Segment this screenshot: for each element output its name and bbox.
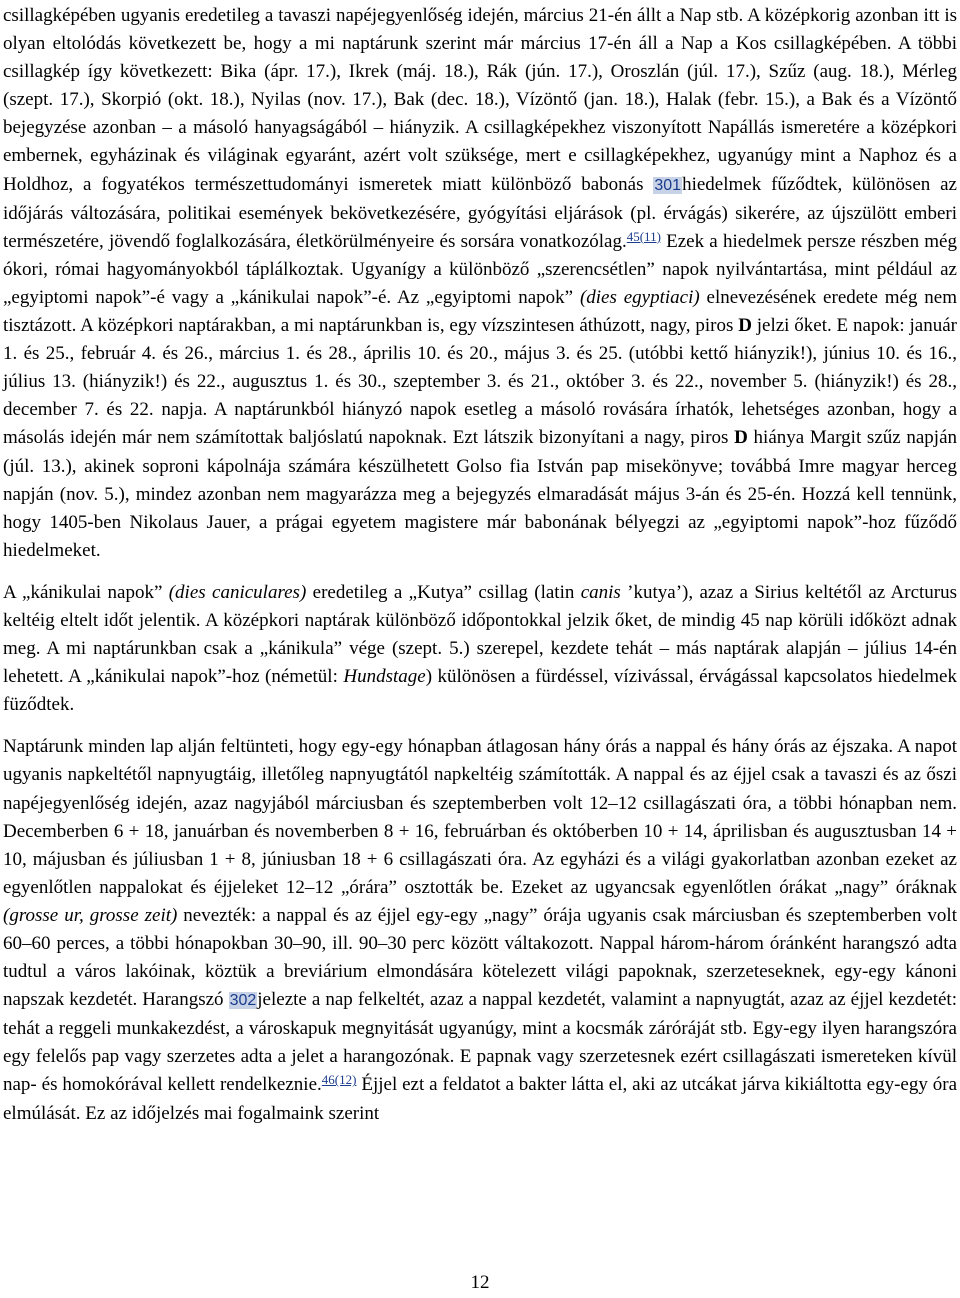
paragraph-day-and-night-hours <box>3 733 957 1127</box>
document-page <box>3 2 957 1128</box>
text-run: elnevezésének eredete még nem tisztázott. A középkori naptárakban, a mi naptárunkban is, egy vízszintesen áthúzott, nagy, piros <box>3 286 957 337</box>
text-run: A „kánikulai napok” <box>3 581 169 603</box>
text-run: hiedelmek fűződtek, különösen az időjárás változására, politikai események bekövetkezésére, gyógyítási eljárások (pl. érvágás) sikerére, az újszülött emberi természetére, jövendő foglalkozására, életkörülményeire és sorsára vonatkozólag. <box>3 173 957 252</box>
text-run: Éjjel ezt a feldatot a bakter látta el, aki az utcákat járva kikiáltotta egy-egy óra elmúlását. Ez az időjelzés mai fogalmaink szerint <box>3 1074 958 1124</box>
paragraph-zodiac-and-egyptian-days <box>3 2 957 565</box>
text-run: csillagképében ugyanis eredetileg a tavaszi napéjegyenlőség idején, március 21-én állt a Nap stb. A középkorig azonban itt is olyan eltolódás következett be, hogy a mi naptárunk szerint már március 17-én áll a Nap a Kos csillagképében. A többi csillagkép így következett: Bika (ápr. 17.), Ikrek (máj. 18.), Rák (jún. 17.), Oroszlán (júl. 17.), Szűz (aug. 18.), Mérleg (szept. 17.), Skorpió (okt. 18.), Nyilas (nov. 17.), Bak (dec. 18.), Vízöntő (jan. 18.), Halak (febr. 15.), a Bak és a Vízöntő bejegyzése azonban – a másoló hanyagságából – hiányzik. A csillagképekhez viszonyított Napállás ismeretére a középkori embernek, egyházinak és világinak egyaránt, azért volt szüksége, mert e csillagképekhez, ugyanúgy mint a Naphoz és a Holdhoz, a fogyatékos természettudományi ismeretek miatt különböző babonás <box>3 5 957 195</box>
text-run: eredetileg a „Kutya” csillag (latin <box>306 581 581 603</box>
page-marker-302[interactable]: 302 <box>229 992 257 1010</box>
page-marker-301[interactable]: 301 <box>654 176 682 194</box>
footnote-link-45[interactable]: 45(11) <box>626 228 661 244</box>
text-run: jelezte a nap felkeltét, azaz a nappal kezdetét, valamint a napnyugtát, azaz az éjjel kezdetét: tehát a reggeli munkakezdést, a városkapuk megnyitását ugyanúgy, mint a kocsmák záróráját stb. Egy-egy ilyen harangszóra egy felelős pap vagy szerzetes adta a jelet a harangozónak. E papnak vagy szerzetesnek ezért csillagászati ismereteken kívül nap- és homokórával kellett rendelkeznie. <box>3 989 957 1096</box>
italic-term: Hundstage <box>343 666 426 688</box>
text-run: jelzi őket. E napok: január 1. és 25., február 4. és 26., március 1. és 28., április 10. és 20., május 3. és 25. (utóbbi kettő hiányzik!), június 10. és 16., július 13. (hiányzik!) és 22., augusztus 1. és 30., szeptember 3. és 21., október 3. és 22., november 5. (hiányzik!) és 28., december 7. és 22. napja. A naptárunkból hiányzó napok esetleg a másoló rovására írhatók, lehetséges azonban, hogy a másolás idején már nem számítottak baljóslatú napoknak. Ezt látszik bizonyítani a nagy, piros <box>3 315 957 449</box>
text-run: nevezték: a nappal és az éjjel egy-egy „nagy” órája ugyanis csak márciusban és szeptemberben volt 60–60 perces, a többi hónapokban 30–90, ill. 90–30 perc között váltakozott. Nappal három-három óránként harangszó adta tudtul a város lakóinak, köztük a breviárium elmondására kötelezett világi papoknak, szerzeteseknek, egy-egy kánoni napszak kezdetét. Harangszó <box>3 904 957 1011</box>
text-run: ’kutya’), azaz a Sirius keltétől az Arcturus keltéig eltelt időt jelentik. A középkori naptárak különböző időpontokkal jelzik őket, de mindig 45 nap körüli időközt adnak meg. A mi naptárunkban csak a „kánikula” vége (szept. 5.) szerepel, kezdete tehát – más naptárak alapján – július 14-én lehetett. A „kánikulai napok”-hoz (németül: <box>3 581 958 688</box>
text-run: ) különösen a fürdéssel, vízivással, érvágással kapcsolatos hiedelmek füződtek. <box>3 666 957 716</box>
paragraph-canicular-days <box>3 579 957 719</box>
footnote-link-46[interactable]: 46(12) <box>321 1072 357 1088</box>
italic-term: (grosse ur, grosse zeit) <box>3 904 178 926</box>
page-number: 12 <box>470 1272 490 1293</box>
italic-term: (dies egyptiaci) <box>579 286 700 308</box>
text-run: Naptárunk minden lap alján feltünteti, hogy egy-egy hónapban átlagosan hány órás a nappal és hány órás az éjszaka. A napot ugyanis napkeltétől napnyugtáig, illetőleg napnyugtától napkeltéig számították. A nappal és az éjjel csak a tavaszi és az őszi napéjegyenlőség idején, azaz nagyjából márciusban és szeptemberben volt 12–12 csillagászati óra, a többi hónapban nem. Decemberben 6 + 18, januárban és novemberben 8 + 16, februárban és októberben 10 + 14, áprilisban és augusztusban 14 + 10, májusban és júliusban 1 + 8, júniusban 18 + 6 csillagászati óra. Az egyházi és a világi gyakorlatban azonban ezeket az egyenlőtlen nappalokat és éjjeleket 12–12 „órára” osztották be. Ezeket az ugyancsak egyenlőtlen órákat „nagy” óráknak <box>3 736 957 898</box>
italic-term: canis <box>580 581 621 603</box>
text-run: Ezek a hiedelmek persze részben még ókori, római hagyományokból táplálkoztak. Ugyanígy a különböző „szerencsétlen” napok nyilvántartása, mint például az „egyiptomi napok”-é vagy a „kánikulai napok”-é. Az „egyiptomi napok” <box>3 230 957 308</box>
bold-letter-d: D <box>734 427 748 449</box>
bold-letter-d: D <box>738 315 752 337</box>
text-run: hiánya Margit szűz napján (júl. 13.), akinek soproni kápolnája számára készülhetett Golso fia István pap misekönyve; továbbá Imre magyar herceg napján (nov. 5.), mindez azonban nem magyarázza meg a bejegyzés elmaradását május 3-án és 25-én. Hozzá kell tennünk, hogy 1405-ben Nikolaus Jauer, a prágai egyetem magistere már babonának bélyegzi az „egyiptomi napok”-hoz fűződő hiedelmeket. <box>3 427 958 561</box>
italic-term: (dies caniculares) <box>168 581 307 603</box>
